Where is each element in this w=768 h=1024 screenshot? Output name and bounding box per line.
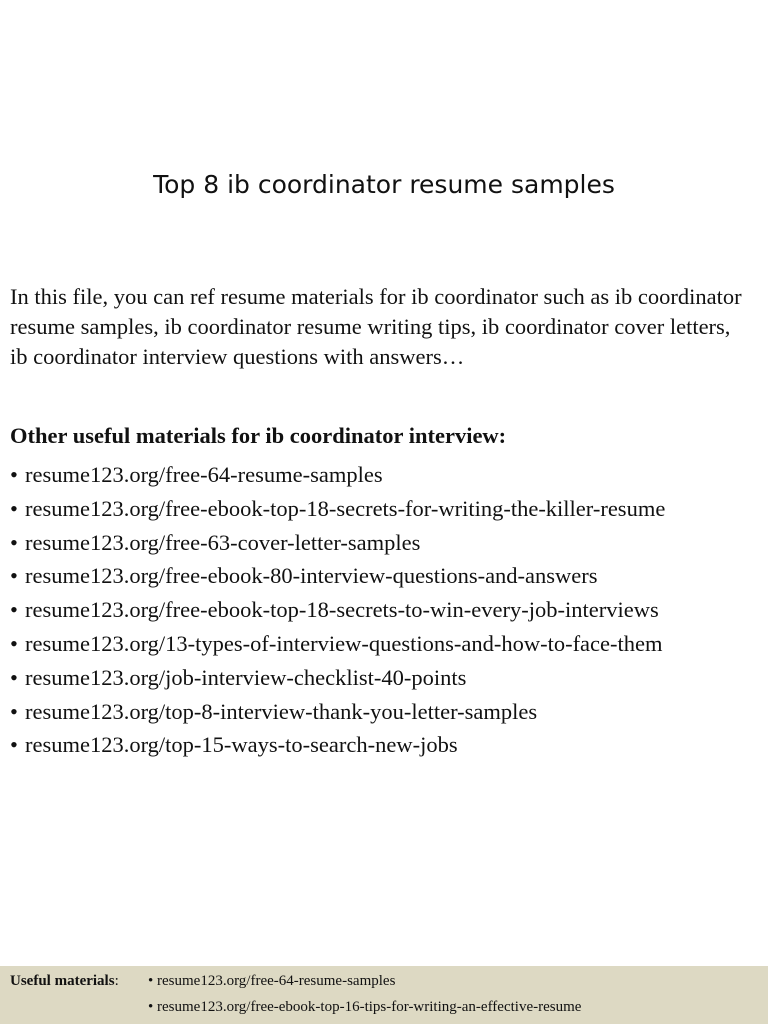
useful-materials-heading: Other useful materials for ib coordinator interview: [10,423,507,448]
resource-link-text[interactable]: resume123.org/free-ebook-top-18-secrets-to-win-every-job-interviews [25,597,659,623]
resource-link-item[interactable] [10,494,766,528]
footer-label-colon: : [114,973,119,989]
resource-link-item[interactable] [10,663,766,697]
resource-link-item[interactable] [10,460,766,494]
footer-bar [0,966,768,1024]
footer-link-item[interactable] [148,999,581,1016]
resource-link-text[interactable]: resume123.org/free-ebook-top-18-secrets-for-writing-the-killer-resume [25,495,666,521]
resource-link-text[interactable]: resume123.org/free-63-cover-letter-samples [25,529,421,555]
resource-link-item[interactable] [10,595,766,629]
resource-link-item[interactable] [10,561,766,595]
footer-label [10,973,119,990]
bullet: • [10,664,18,690]
footer-link-text[interactable]: resume123.org/free-64-resume-samples [157,973,396,989]
footer-link-text[interactable]: resume123.org/free-ebook-top-16-tips-for-writing-an-effective-resume [157,999,582,1015]
footer-link-item[interactable] [148,973,395,990]
resource-link-text[interactable]: resume123.org/top-8-interview-thank-you-letter-samples [25,698,538,724]
bullet: • [10,563,18,589]
intro-paragraph: In this file, you can ref resume materials for ib coordinator such as ib coordinator resume samples, ib coordinator resume writing tips, ib coordinator cover letters, ib coordinator interview questions with answers… [10,284,742,369]
bullet: • [10,698,18,724]
bullet: • [10,597,18,623]
resource-link-item[interactable] [10,629,766,663]
resource-link-text[interactable]: resume123.org/job-interview-checklist-40-points [25,664,467,690]
bullet: • [10,462,18,487]
bullet: • [148,999,154,1015]
bullet: • [10,529,18,555]
footer-label-text: Useful materials [10,973,115,989]
bullet: • [10,732,18,758]
resource-link-item[interactable] [10,730,766,764]
bullet: • [10,630,18,656]
resource-link-item[interactable] [10,697,766,731]
resource-link-text[interactable]: resume123.org/free-ebook-80-interview-questions-and-answers [25,563,598,589]
bullet: • [148,973,154,989]
resource-link-text[interactable]: resume123.org/top-15-ways-to-search-new-jobs [25,732,458,758]
bullet: • [10,495,18,521]
resource-link-text[interactable]: resume123.org/13-types-of-interview-questions-and-how-to-face-them [25,630,663,656]
resource-link-text[interactable]: resume123.org/free-64-resume-samples [25,462,383,487]
resource-link-list [10,460,766,764]
resource-link-item[interactable] [10,528,766,562]
page-title: Top 8 ib coordinator resume samples [153,170,615,199]
